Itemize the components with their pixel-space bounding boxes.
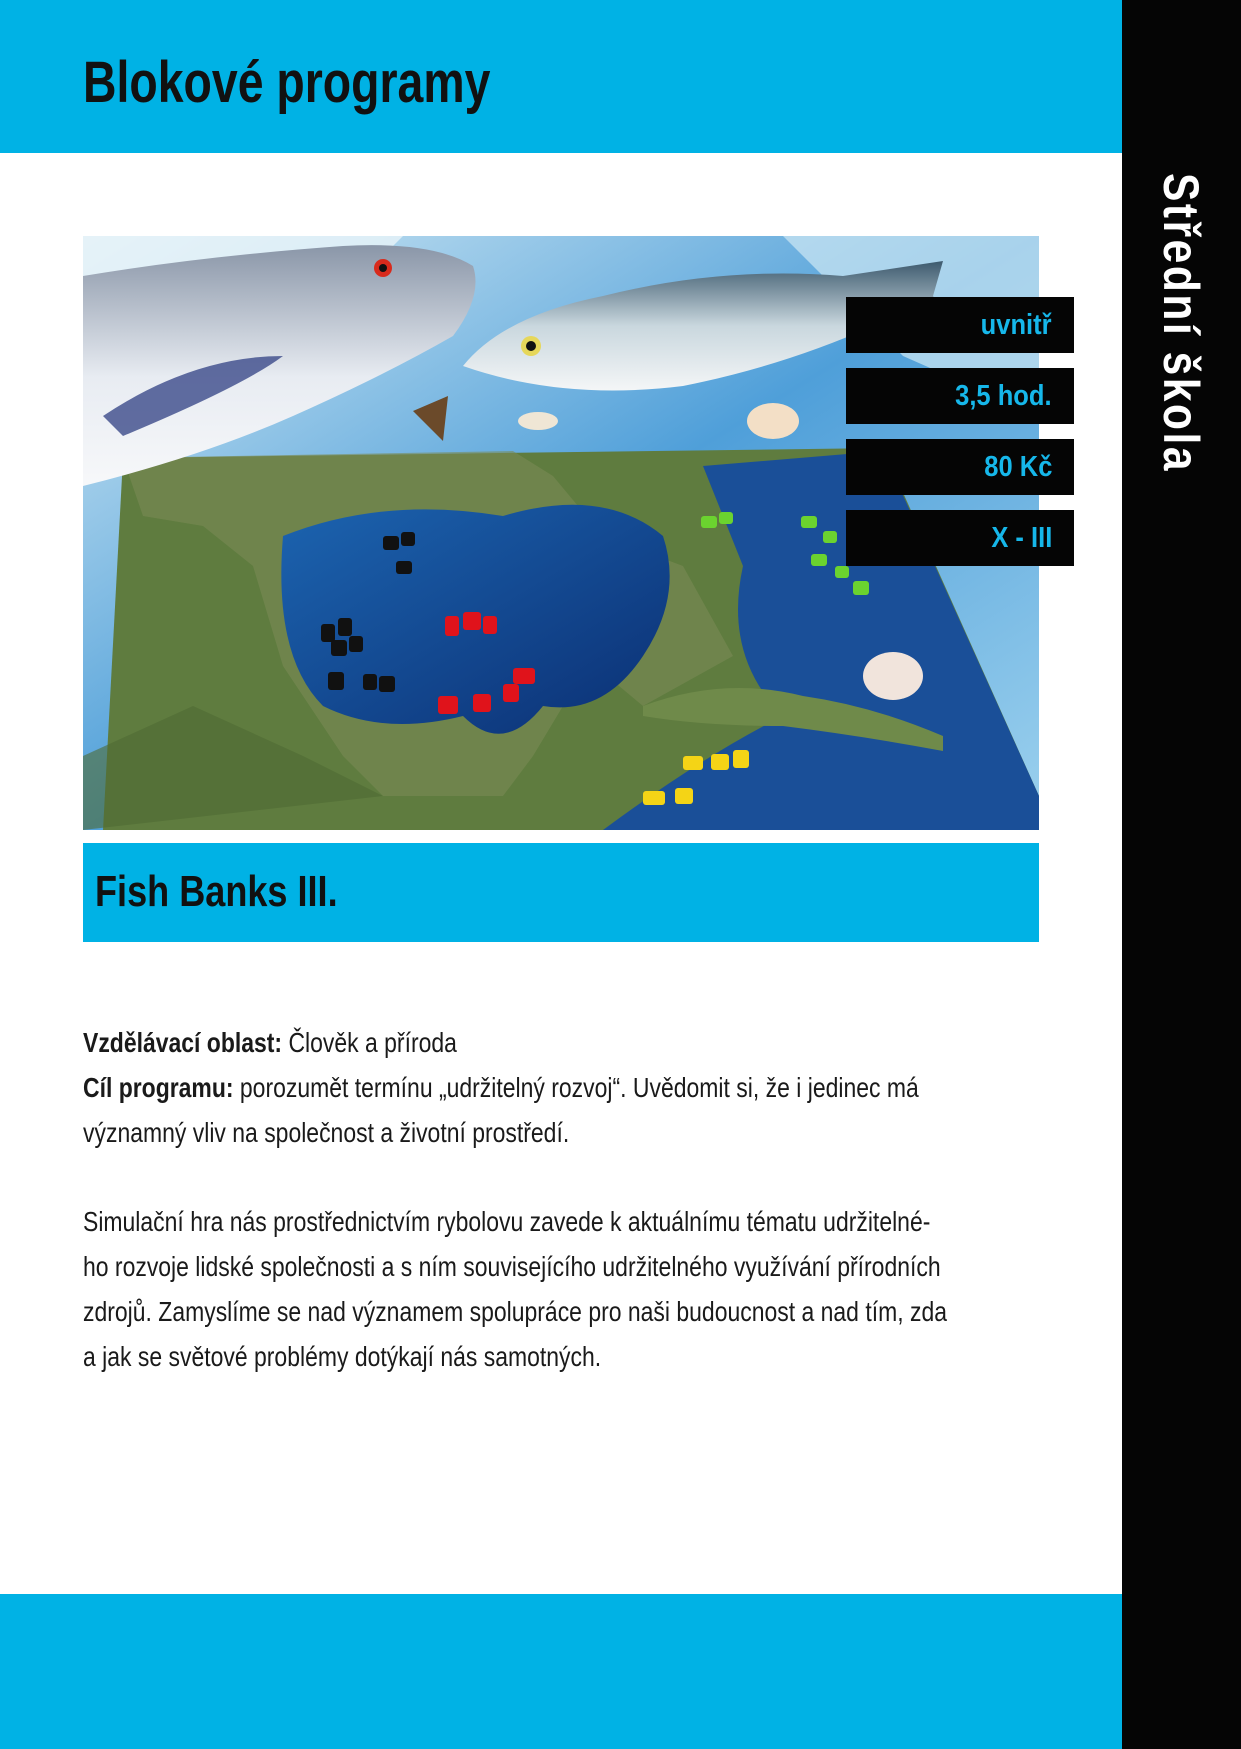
goal-text-1: porozumět termínu „udržitelný rozvoj“. Uvědomit si, že i jedinec má	[233, 1072, 919, 1103]
goal-line	[83, 1065, 919, 1110]
description-line: ho rozvoje lidské společnosti a s ním souvisejícího udržitelného využívání přírodních	[83, 1251, 941, 1282]
description-line: a jak se světové problémy dotýkají nás samotných.	[83, 1341, 602, 1372]
area-label: Vzdělávací oblast:	[83, 1027, 283, 1058]
goal-text-2: významný vliv na společnost a životní prostředí.	[83, 1117, 570, 1148]
price-tag	[846, 439, 1074, 495]
description-line: zdrojů. Zamyslíme se nad významem spolupráce pro naši budoucnost a nad tím, zda	[83, 1296, 947, 1327]
location-tag	[846, 297, 1074, 353]
goal-label: Cíl programu:	[83, 1072, 234, 1103]
price-tag-text: 80 Kč	[983, 451, 1052, 483]
area-value: Člověk a příroda	[282, 1027, 457, 1058]
description-line: Simulační hra nás prostřednictvím rybolovu zavede k aktuálnímu tématu udržitelné-	[83, 1206, 931, 1237]
duration-tag	[846, 368, 1074, 424]
header-band	[0, 0, 1122, 153]
program-title: Fish Banks III.	[95, 867, 338, 916]
program-details	[83, 1020, 1043, 1155]
sidebar-label-text: Střední škola	[1153, 172, 1209, 474]
program-description	[83, 1199, 1043, 1379]
program-title-bar	[83, 843, 1039, 942]
location-tag-text: uvnitř	[981, 309, 1052, 341]
footer-band	[0, 1594, 1122, 1749]
duration-tag-text: 3,5 hod.	[955, 380, 1052, 412]
sidebar-label	[1152, 147, 1210, 500]
area-line	[83, 1020, 870, 1065]
page-title: Blokové programy	[83, 50, 491, 115]
grades-tag-text: X - III	[991, 522, 1052, 554]
grades-tag	[846, 510, 1074, 566]
